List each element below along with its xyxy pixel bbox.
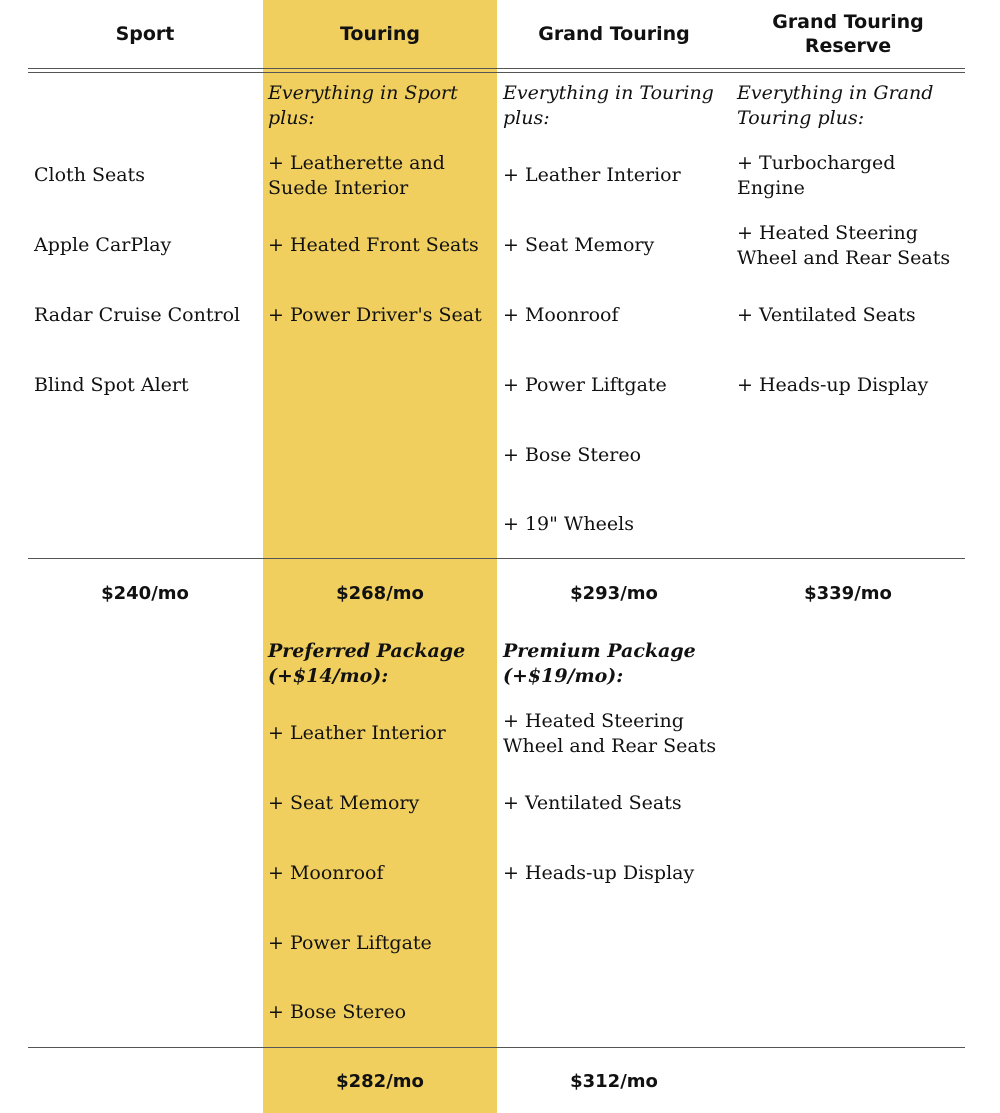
feature-grand-touring-2: + Seat Memory [503, 234, 655, 256]
feature-grand-touring-reserve-3: + Ventilated Seats [737, 304, 916, 326]
header-sport: Sport [115, 23, 175, 45]
feature-grand-touring-reserve-2: + Heated Steering Wheel and Rear Seats [737, 222, 951, 269]
feature-touring-3: + Power Driver's Seat [268, 304, 482, 326]
feature-grand-touring-4: + Power Liftgate [503, 374, 667, 396]
price-sport: $240/mo [101, 583, 189, 604]
intro-touring: Everything in Sport plus: [268, 82, 458, 129]
feature-sport-4: Blind Spot Alert [34, 374, 189, 396]
feature-touring-2: + Heated Front Seats [268, 234, 479, 256]
intro-grand-touring-reserve: Everything in Grand Touring plus: [737, 82, 934, 129]
header-rule-bottom [28, 72, 965, 73]
section-rule-prices [28, 558, 965, 559]
feature-sport-1: Cloth Seats [34, 164, 145, 186]
package-grand-touring-item-1: + Heated Steering Wheel and Rear Seats [503, 710, 717, 757]
feature-grand-touring-5: + Bose Stereo [503, 444, 642, 466]
feature-grand-touring-1: + Leather Interior [503, 164, 681, 186]
header-touring: Touring [339, 23, 421, 45]
header-rule-top [28, 68, 965, 69]
package-title-grand-touring: Premium Package (+$19/mo): [503, 640, 696, 687]
package-title-touring: Preferred Package (+$14/mo): [268, 640, 466, 687]
price-grand-touring: $293/mo [570, 583, 658, 604]
package-touring-item-3: + Moonroof [268, 862, 384, 884]
feature-sport-2: Apple CarPlay [34, 234, 172, 256]
header-grand-touring-reserve: Grand Touring Reserve [772, 11, 924, 57]
section-rule-package-prices [28, 1047, 965, 1048]
price-grand-touring-reserve: $339/mo [804, 583, 892, 604]
feature-grand-touring-reserve-1: + Turbocharged Engine [737, 152, 896, 199]
intro-grand-touring: Everything in Touring plus: [503, 82, 714, 129]
package-touring-item-5: + Bose Stereo [268, 1001, 407, 1023]
feature-grand-touring-6: + 19" Wheels [503, 513, 634, 535]
package-price-grand-touring: $312/mo [570, 1071, 658, 1092]
package-grand-touring-item-2: + Ventilated Seats [503, 792, 682, 814]
package-touring-item-1: + Leather Interior [268, 722, 446, 744]
feature-touring-1: + Leatherette and Suede Interior [268, 152, 445, 199]
package-touring-item-2: + Seat Memory [268, 792, 420, 814]
feature-grand-touring-reserve-4: + Heads-up Display [737, 374, 929, 396]
package-touring-item-4: + Power Liftgate [268, 932, 432, 954]
package-price-touring: $282/mo [336, 1071, 424, 1092]
price-touring: $268/mo [336, 583, 424, 604]
header-grand-touring: Grand Touring [538, 23, 690, 45]
feature-sport-3: Radar Cruise Control [34, 304, 241, 326]
feature-grand-touring-3: + Moonroof [503, 304, 619, 326]
package-grand-touring-item-3: + Heads-up Display [503, 862, 695, 884]
